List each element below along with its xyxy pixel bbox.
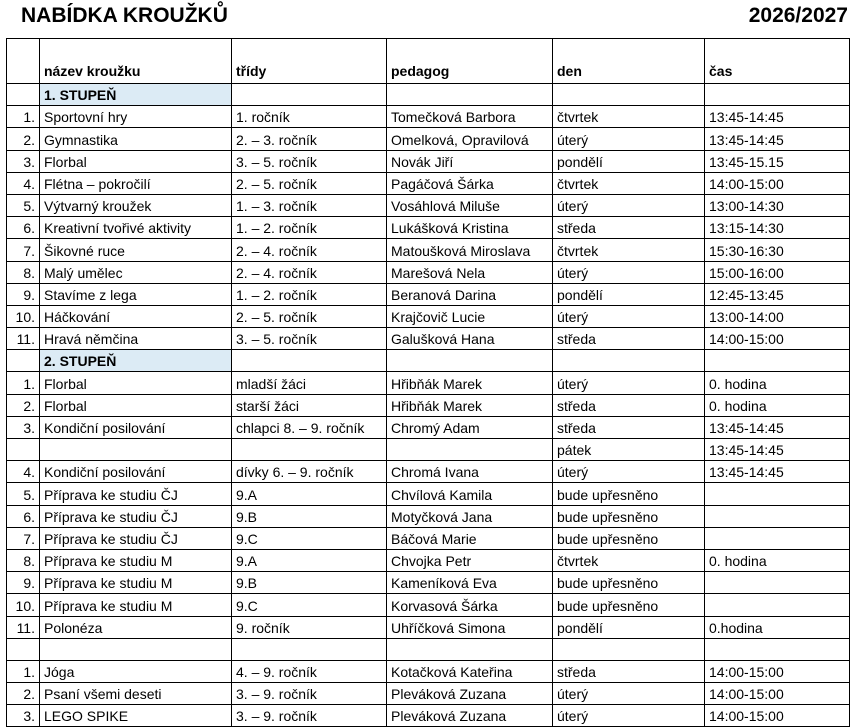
cell-day: čtvrtek bbox=[553, 172, 705, 194]
cell-club-name: Kondiční posilování bbox=[40, 461, 232, 483]
table-row bbox=[7, 372, 850, 394]
cell-classes: 9.A bbox=[232, 549, 387, 571]
cell-number: 1. bbox=[7, 660, 40, 682]
cell-time: 0. hodina bbox=[705, 549, 850, 571]
cell-club-name: Polonéza bbox=[40, 616, 232, 638]
cell-day: čtvrtek bbox=[553, 106, 705, 128]
section-row bbox=[7, 350, 850, 372]
header-cell-time: čas bbox=[705, 39, 850, 84]
cell-teacher: Pagáčová Šárka bbox=[387, 172, 553, 194]
cell-club-name: Jóga bbox=[40, 660, 232, 682]
table-row bbox=[7, 328, 850, 350]
cell-teacher: Matoušková Miroslava bbox=[387, 239, 553, 261]
cell-day: úterý bbox=[553, 372, 705, 394]
cell-teacher: Chromá Ivana bbox=[387, 461, 553, 483]
cell-club-name: Příprava ke studiu ČJ bbox=[40, 483, 232, 505]
section-heading: 2. STUPEŇ bbox=[40, 350, 232, 372]
cell-time bbox=[705, 594, 850, 616]
cell-club-name: Příprava ke studiu M bbox=[40, 594, 232, 616]
cell-number: 2. bbox=[7, 683, 40, 705]
cell-teacher: Hřibňák Marek bbox=[387, 372, 553, 394]
table-row bbox=[7, 172, 850, 194]
cell-classes: 9.B bbox=[232, 572, 387, 594]
cell-club-name: Stavíme z lega bbox=[40, 283, 232, 305]
cell-time: 14:00-15:00 bbox=[705, 660, 850, 682]
table-row bbox=[7, 283, 850, 305]
cell-classes: 2. – 4. ročník bbox=[232, 261, 387, 283]
cell-classes: 3. – 5. ročník bbox=[232, 328, 387, 350]
header-cell-classes: třídy bbox=[232, 39, 387, 84]
cell-club-name: Florbal bbox=[40, 372, 232, 394]
cell-time: 13:45-14:45 bbox=[705, 128, 850, 150]
cell-number: 3. bbox=[7, 416, 40, 438]
cell-number: 10. bbox=[7, 305, 40, 327]
cell-teacher: Kotačková Kateřina bbox=[387, 660, 553, 682]
table-row bbox=[7, 305, 850, 327]
cell-day: úterý bbox=[553, 305, 705, 327]
cell-day: pondělí bbox=[553, 616, 705, 638]
cell-classes: 1. – 2. ročník bbox=[232, 217, 387, 239]
table-row bbox=[7, 150, 850, 172]
table-row bbox=[7, 527, 850, 549]
cell-number: 6. bbox=[7, 217, 40, 239]
header-row bbox=[7, 39, 850, 84]
cell-teacher: Beranová Darina bbox=[387, 283, 553, 305]
cell-number: 11. bbox=[7, 328, 40, 350]
cell-teacher: Báčová Marie bbox=[387, 527, 553, 549]
cell-classes: 3. – 9. ročník bbox=[232, 683, 387, 705]
cell-classes: mladší žáci bbox=[232, 372, 387, 394]
cell-time: 15:30-16:30 bbox=[705, 239, 850, 261]
cell-day: středa bbox=[553, 217, 705, 239]
header-cell-number bbox=[7, 39, 40, 84]
cell-classes bbox=[232, 439, 387, 461]
cell-day bbox=[553, 638, 705, 660]
table-row bbox=[7, 616, 850, 638]
cell-day: středa bbox=[553, 394, 705, 416]
cell-number: 4. bbox=[7, 172, 40, 194]
header-cell-teacher: pedagog bbox=[387, 39, 553, 84]
cell-number: 7. bbox=[7, 239, 40, 261]
cell-classes: 1. ročník bbox=[232, 106, 387, 128]
cell-number: 8. bbox=[7, 549, 40, 571]
table-row bbox=[7, 439, 850, 461]
cell-teacher: Lukášková Kristina bbox=[387, 217, 553, 239]
cell-club-name: Výtvarný kroužek bbox=[40, 194, 232, 216]
cell-club-name: Psaní všemi deseti bbox=[40, 683, 232, 705]
cell-number bbox=[7, 439, 40, 461]
cell-club-name: Příprava ke studiu ČJ bbox=[40, 505, 232, 527]
school-year: 2026/2027 bbox=[748, 4, 848, 27]
cell-club-name: Kreativní tvořivé aktivity bbox=[40, 217, 232, 239]
table-row bbox=[7, 461, 850, 483]
cell-time: 13:45-14:45 bbox=[705, 439, 850, 461]
cell-number: 7. bbox=[7, 527, 40, 549]
cell-teacher: Chvílová Kamila bbox=[387, 483, 553, 505]
clubs-table bbox=[6, 38, 850, 727]
cell-teacher: Chvojka Petr bbox=[387, 549, 553, 571]
section-heading: 1. STUPEŇ bbox=[40, 84, 232, 106]
cell-day: čtvrtek bbox=[553, 239, 705, 261]
cell-teacher: Novák Jiří bbox=[387, 150, 553, 172]
title-bar bbox=[0, 0, 854, 38]
cell-number: 5. bbox=[7, 194, 40, 216]
cell-club-name: Gymnastika bbox=[40, 128, 232, 150]
cell-time: 14:00-15:00 bbox=[705, 705, 850, 727]
table-row bbox=[7, 394, 850, 416]
cell-time: 0. hodina bbox=[705, 394, 850, 416]
table-row bbox=[7, 261, 850, 283]
cell-classes bbox=[232, 84, 387, 106]
cell-classes: 9.A bbox=[232, 483, 387, 505]
cell-day: středa bbox=[553, 328, 705, 350]
cell-teacher: Uhříčková Simona bbox=[387, 616, 553, 638]
cell-number: 3. bbox=[7, 150, 40, 172]
cell-day: pátek bbox=[553, 439, 705, 461]
cell-teacher: Omelková, Opravilová bbox=[387, 128, 553, 150]
cell-teacher: Motyčková Jana bbox=[387, 505, 553, 527]
cell-teacher: Chromý Adam bbox=[387, 416, 553, 438]
blank-row bbox=[7, 638, 850, 660]
cell-teacher bbox=[387, 638, 553, 660]
cell-number bbox=[7, 350, 40, 372]
cell-teacher: Vosáhlová Miluše bbox=[387, 194, 553, 216]
cell-number: 8. bbox=[7, 261, 40, 283]
cell-teacher: Kameníková Eva bbox=[387, 572, 553, 594]
cell-club-name: Příprava ke studiu ČJ bbox=[40, 527, 232, 549]
cell-day: pondělí bbox=[553, 283, 705, 305]
cell-day: pondělí bbox=[553, 150, 705, 172]
cell-number: 1. bbox=[7, 372, 40, 394]
cell-club-name bbox=[40, 439, 232, 461]
cell-teacher: Korvasová Šárka bbox=[387, 594, 553, 616]
cell-classes: 3. – 9. ročník bbox=[232, 705, 387, 727]
cell-teacher: Galušková Hana bbox=[387, 328, 553, 350]
cell-day: úterý bbox=[553, 705, 705, 727]
cell-number: 9. bbox=[7, 283, 40, 305]
cell-club-name bbox=[40, 638, 232, 660]
cell-classes: 2. – 5. ročník bbox=[232, 305, 387, 327]
cell-time bbox=[705, 350, 850, 372]
cell-time: 13:45-14:45 bbox=[705, 106, 850, 128]
cell-classes: dívky 6. – 9. ročník bbox=[232, 461, 387, 483]
cell-classes: 9.C bbox=[232, 527, 387, 549]
cell-time: 12:45-13:45 bbox=[705, 283, 850, 305]
cell-day: úterý bbox=[553, 683, 705, 705]
cell-day: bude upřesněno bbox=[553, 572, 705, 594]
cell-number bbox=[7, 638, 40, 660]
cell-number: 5. bbox=[7, 483, 40, 505]
cell-club-name: Příprava ke studiu M bbox=[40, 549, 232, 571]
cell-classes: 1. – 3. ročník bbox=[232, 194, 387, 216]
cell-day bbox=[553, 84, 705, 106]
table-row bbox=[7, 128, 850, 150]
cell-teacher: Marešová Nela bbox=[387, 261, 553, 283]
cell-classes: 9. ročník bbox=[232, 616, 387, 638]
cell-classes bbox=[232, 638, 387, 660]
cell-classes: chlapci 8. – 9. ročník bbox=[232, 416, 387, 438]
cell-time: 14:00-15:00 bbox=[705, 172, 850, 194]
cell-teacher bbox=[387, 350, 553, 372]
cell-number bbox=[7, 84, 40, 106]
cell-time: 14:00-15:00 bbox=[705, 683, 850, 705]
header-cell-club-name: název kroužku bbox=[40, 39, 232, 84]
cell-time bbox=[705, 505, 850, 527]
cell-day: úterý bbox=[553, 128, 705, 150]
cell-club-name: Kondiční posilování bbox=[40, 416, 232, 438]
cell-time: 13:45-14:45 bbox=[705, 416, 850, 438]
table-row bbox=[7, 505, 850, 527]
cell-number: 10. bbox=[7, 594, 40, 616]
cell-teacher bbox=[387, 439, 553, 461]
cell-day: úterý bbox=[553, 461, 705, 483]
cell-time: 0.hodina bbox=[705, 616, 850, 638]
cell-club-name: Šikovné ruce bbox=[40, 239, 232, 261]
cell-time: 15:00-16:00 bbox=[705, 261, 850, 283]
cell-classes: starší žáci bbox=[232, 394, 387, 416]
cell-day: bude upřesněno bbox=[553, 527, 705, 549]
cell-classes bbox=[232, 350, 387, 372]
cell-day: bude upřesněno bbox=[553, 483, 705, 505]
cell-number: 11. bbox=[7, 616, 40, 638]
cell-time: 0. hodina bbox=[705, 372, 850, 394]
table-row bbox=[7, 217, 850, 239]
cell-number: 6. bbox=[7, 505, 40, 527]
cell-club-name: Hravá němčina bbox=[40, 328, 232, 350]
cell-classes: 4. – 9. ročník bbox=[232, 660, 387, 682]
cell-number: 2. bbox=[7, 128, 40, 150]
cell-classes: 2. – 4. ročník bbox=[232, 239, 387, 261]
cell-club-name: Sportovní hry bbox=[40, 106, 232, 128]
table-row bbox=[7, 660, 850, 682]
cell-day: čtvrtek bbox=[553, 549, 705, 571]
clubs-table-body bbox=[7, 39, 850, 727]
cell-classes: 9.B bbox=[232, 505, 387, 527]
cell-time bbox=[705, 572, 850, 594]
cell-classes: 1. – 2. ročník bbox=[232, 283, 387, 305]
cell-time bbox=[705, 84, 850, 106]
cell-number: 2. bbox=[7, 394, 40, 416]
cell-day: bude upřesněno bbox=[553, 505, 705, 527]
cell-teacher: Krajčovič Lucie bbox=[387, 305, 553, 327]
cell-teacher bbox=[387, 84, 553, 106]
cell-time bbox=[705, 527, 850, 549]
table-row bbox=[7, 483, 850, 505]
cell-number: 4. bbox=[7, 461, 40, 483]
cell-time bbox=[705, 483, 850, 505]
cell-classes: 3. – 5. ročník bbox=[232, 150, 387, 172]
cell-club-name: Příprava ke studiu M bbox=[40, 572, 232, 594]
cell-number: 9. bbox=[7, 572, 40, 594]
cell-club-name: LEGO SPIKE bbox=[40, 705, 232, 727]
cell-club-name: Florbal bbox=[40, 394, 232, 416]
section-row bbox=[7, 84, 850, 106]
cell-day: úterý bbox=[553, 194, 705, 216]
cell-time: 13:45-15.15 bbox=[705, 150, 850, 172]
cell-number: 1. bbox=[7, 106, 40, 128]
cell-teacher: Hřibňák Marek bbox=[387, 394, 553, 416]
cell-time: 14:00-15:00 bbox=[705, 328, 850, 350]
cell-club-name: Háčkování bbox=[40, 305, 232, 327]
cell-classes: 9.C bbox=[232, 594, 387, 616]
table-row bbox=[7, 194, 850, 216]
table-row bbox=[7, 239, 850, 261]
cell-teacher: Pleváková Zuzana bbox=[387, 705, 553, 727]
cell-classes: 2. – 5. ročník bbox=[232, 172, 387, 194]
cell-club-name: Flétna – pokročilí bbox=[40, 172, 232, 194]
table-row bbox=[7, 416, 850, 438]
cell-time: 13:00-14:30 bbox=[705, 194, 850, 216]
cell-time: 13:15-14:30 bbox=[705, 217, 850, 239]
cell-club-name: Florbal bbox=[40, 150, 232, 172]
cell-classes: 2. – 3. ročník bbox=[232, 128, 387, 150]
cell-day: bude upřesněno bbox=[553, 594, 705, 616]
table-row bbox=[7, 572, 850, 594]
cell-day: úterý bbox=[553, 261, 705, 283]
cell-number: 3. bbox=[7, 705, 40, 727]
table-row bbox=[7, 106, 850, 128]
table-row bbox=[7, 594, 850, 616]
header-cell-day: den bbox=[553, 39, 705, 84]
page-title: NABÍDKA KROUŽKŮ bbox=[21, 4, 228, 27]
table-row bbox=[7, 549, 850, 571]
cell-day bbox=[553, 350, 705, 372]
cell-teacher: Tomečková Barbora bbox=[387, 106, 553, 128]
cell-teacher: Pleváková Zuzana bbox=[387, 683, 553, 705]
table-row bbox=[7, 683, 850, 705]
cell-time bbox=[705, 638, 850, 660]
cell-time: 13:45-14:45 bbox=[705, 461, 850, 483]
cell-day: středa bbox=[553, 660, 705, 682]
cell-day: středa bbox=[553, 416, 705, 438]
cell-time: 13:00-14:00 bbox=[705, 305, 850, 327]
cell-club-name: Malý umělec bbox=[40, 261, 232, 283]
